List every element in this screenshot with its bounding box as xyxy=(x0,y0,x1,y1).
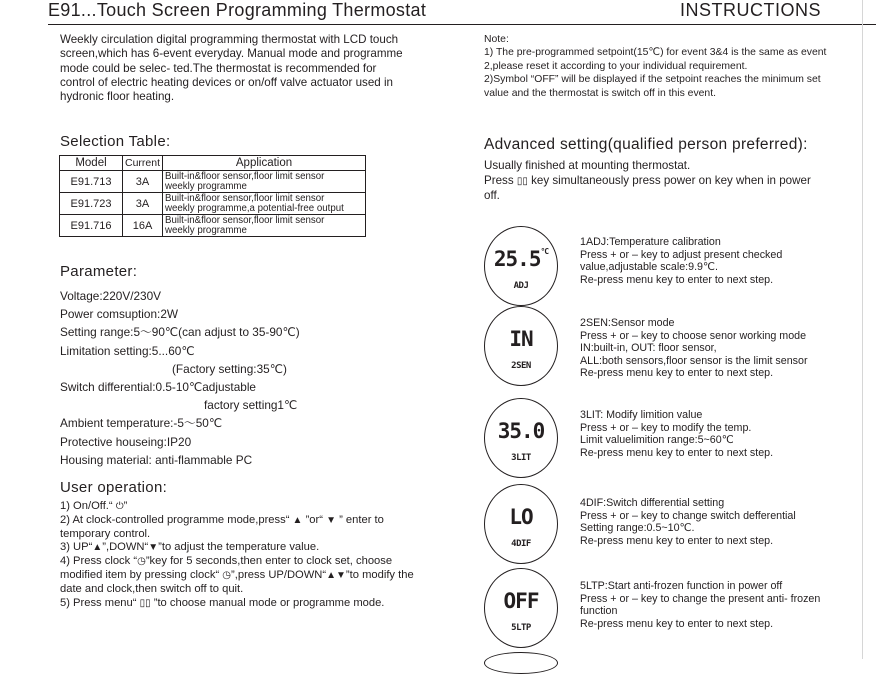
parameter-line: Ambient temperature:-5～50℃ xyxy=(60,416,223,431)
parameter-title: Parameter: xyxy=(60,263,138,280)
step-text: 4) Press clock “ xyxy=(60,555,138,568)
user-step-4 xyxy=(60,555,430,596)
step-line: Press + or – key to adjust present checked value,adjustable scale:9.9℃. xyxy=(580,248,783,274)
step-text: 3) UP“ xyxy=(60,541,93,554)
user-operation-list xyxy=(60,500,430,610)
cell-model: E91.713 xyxy=(60,171,123,193)
lcd-unit: °C xyxy=(540,247,549,256)
cell-current: 3A xyxy=(123,171,163,193)
book-menu-icon: ▯▯ xyxy=(516,175,528,187)
up-down-arrows-icon: ▲▼ xyxy=(326,569,346,581)
down-arrow-icon: ▼ xyxy=(148,542,159,554)
step-line: Press + or – key to modify the temp. xyxy=(580,421,752,434)
step-line: Re-press menu key to enter to next step. xyxy=(580,534,774,547)
advanced-line-2 xyxy=(484,174,829,204)
lcd-value: OFF xyxy=(503,589,539,613)
step-line: Re-press menu key to enter to next step. xyxy=(580,617,774,630)
cell-current: 16A xyxy=(123,215,163,237)
cell-model: E91.716 xyxy=(60,215,123,237)
step-line: Re-press menu key to enter to next step. xyxy=(580,273,774,286)
table-row xyxy=(60,193,366,215)
user-step-2 xyxy=(60,514,430,542)
down-arrow-icon: ▼ xyxy=(326,514,336,526)
column-header-application: Application xyxy=(163,156,366,171)
lcd-value: 35.0 xyxy=(497,419,545,443)
note-item-2: 2)Symbol “OFF” will be displayed if the setpoint reaches the minimum set value and the thermostat is switch off in this event. xyxy=(484,74,821,99)
cell-current: 3A xyxy=(123,193,163,215)
instructions-heading: INSTRUCTIONS xyxy=(680,0,821,20)
lcd-display-adj xyxy=(484,226,558,306)
clock-icon: ◷ xyxy=(137,556,146,568)
step-line: 5LTP:Start anti-frozen function in power off xyxy=(580,580,783,592)
cell-model: E91.723 xyxy=(60,193,123,215)
step-text: Press xyxy=(484,173,514,187)
step-text: ”to adjust the temperature value. xyxy=(158,541,320,554)
step-line: Press + or – key to change switch defferential xyxy=(580,509,796,522)
application-line: weekly programme,a potential-free output xyxy=(165,202,344,214)
parameter-line: Power comsuption:2W xyxy=(60,307,179,322)
step-text: ” xyxy=(123,500,128,512)
up-arrow-icon: ▲ xyxy=(92,542,103,554)
step-text: ”or“ xyxy=(305,513,323,526)
lcd-code: 2SEN xyxy=(511,361,531,371)
user-step-1 xyxy=(60,500,430,514)
step-line: Re-press menu key to enter to next step. xyxy=(580,367,774,380)
step-line: Press + or – key to change the present anti- frozen function xyxy=(580,592,821,618)
application-line: Built-in&floor sensor,floor limit sensor xyxy=(165,170,325,182)
lcd-display-sen xyxy=(484,306,558,386)
cell-application xyxy=(163,193,366,215)
selection-table-title: Selection Table: xyxy=(60,133,171,150)
step-text: ”to choose manual mode or programme mode. xyxy=(153,596,385,609)
book-menu-icon: ▯▯ xyxy=(139,597,151,609)
parameter-line: Limitation setting:5...60℃ xyxy=(60,343,195,358)
user-operation-title: User operation: xyxy=(60,479,168,496)
application-line: Built-in&floor sensor,floor limit sensor xyxy=(165,192,325,204)
step-description-lit xyxy=(580,409,850,459)
step-line: Press + or – key to choose senor working mode xyxy=(580,329,807,342)
parameter-line: Voltage:220V/230V xyxy=(60,289,162,303)
note-item-1: 1) The pre-programmed setpoint(15℃) for event 3&4 is the same as event 2,please reset it according to your individual requirement. xyxy=(484,47,827,72)
step-text: 1) On/Off.“ xyxy=(60,500,113,512)
lcd-digits: 25.5 xyxy=(493,247,541,271)
note-label: Note: xyxy=(484,34,509,45)
table-row xyxy=(60,215,366,237)
step-line: IN:built-in, OUT: floor sensor, xyxy=(580,342,717,355)
note-block xyxy=(484,33,834,100)
step-description-dif xyxy=(580,497,850,547)
step-line: Setting range:0.5~10℃. xyxy=(580,522,695,535)
application-line: Built-in&floor sensor,floor limit sensor xyxy=(165,214,325,226)
step-description-sen xyxy=(580,317,850,380)
step-description-ltp xyxy=(580,580,850,630)
parameter-line: (Factory setting:35℃) xyxy=(172,361,287,376)
cell-application xyxy=(163,215,366,237)
column-header-current: Current xyxy=(123,156,163,171)
step-text: ” enter to temporary control. xyxy=(60,513,384,540)
parameter-line: Switch differential:0.5-10℃adjustable xyxy=(60,379,256,394)
step-line: Limit valuelimition range:5~60℃ xyxy=(580,434,734,447)
step-text: ”to modify the date and clock,then switch off to quit. xyxy=(60,568,414,595)
power-icon: ⏻ xyxy=(115,501,124,512)
lcd-code: 5LTP xyxy=(511,623,531,633)
column-header-model: Model xyxy=(60,156,123,171)
cell-application xyxy=(163,171,366,193)
step-line: 1ADJ:Temperature calibration xyxy=(580,236,721,248)
advanced-setting-text xyxy=(484,159,829,204)
parameter-line: Setting range:5～90℃(can adjust to 35-90℃) xyxy=(60,325,300,340)
lcd-value xyxy=(485,247,557,271)
step-line: ALL:both sensors,floor sensor is the limit sensor xyxy=(580,354,808,367)
document-title: E91...Touch Screen Programming Thermostat xyxy=(48,0,427,20)
parameter-line: Housing material: anti-flammable PC xyxy=(60,452,253,467)
user-step-5 xyxy=(60,597,430,611)
parameter-line: factory setting1℃ xyxy=(204,398,298,413)
clock-icon: ◷ xyxy=(222,569,232,581)
parameter-list xyxy=(60,287,300,469)
lcd-code: ADJ xyxy=(513,281,529,291)
table-row xyxy=(60,171,366,193)
step-text: 5) Press menu“ xyxy=(60,596,137,609)
lcd-code: 3LIT xyxy=(511,453,531,463)
step-line: 2SEN:Sensor mode xyxy=(580,317,675,329)
lcd-code: 4DIF xyxy=(511,539,531,549)
step-description-adj xyxy=(580,236,850,286)
header-divider xyxy=(48,24,876,25)
lcd-display-lit xyxy=(484,398,558,478)
table-header-row xyxy=(60,156,366,171)
parameter-line: Protective houseing:IP20 xyxy=(60,434,192,449)
selection-table xyxy=(59,155,366,237)
lcd-display-ltp xyxy=(484,568,558,648)
intro-paragraph: Weekly circulation digital programming thermostat with LCD touch screen,which has 6-event everyday. Manual mode and programme mode could be selec- ted.The thermostat is recommended for control of electric heating devices or on/off valve actuator used in hydronic floor heating. xyxy=(60,33,403,104)
step-line: 4DIF:Switch differential setting xyxy=(580,497,725,509)
lcd-display-dif xyxy=(484,484,558,564)
page-edge-divider xyxy=(862,0,863,659)
application-line: weekly programme xyxy=(165,224,247,236)
step-line: Re-press menu key to enter to next step. xyxy=(580,446,774,459)
application-line: weekly programme xyxy=(165,180,247,192)
lcd-value: IN xyxy=(509,327,533,351)
step-text: key simultaneously press power on key when in power off. xyxy=(484,173,811,202)
lcd-value: LO xyxy=(509,505,533,529)
advanced-setting-title: Advanced setting(qualified person preferred): xyxy=(484,136,808,153)
advanced-line-1: Usually finished at mounting thermostat. xyxy=(484,159,691,172)
step-text: ”,DOWN“ xyxy=(102,541,149,554)
step-text: ”,press UP/DOWN“ xyxy=(231,568,327,581)
up-arrow-icon: ▲ xyxy=(292,514,303,526)
lcd-display-partial xyxy=(484,652,558,674)
step-text: ”key for 5 seconds,then enter to clock set, choose modified item by pressing clock“ xyxy=(60,555,393,581)
step-text: 2) At clock-controlled programme mode,press“ xyxy=(60,513,290,526)
user-step-3 xyxy=(60,541,430,555)
step-line: 3LIT: Modify limition value xyxy=(580,409,703,421)
